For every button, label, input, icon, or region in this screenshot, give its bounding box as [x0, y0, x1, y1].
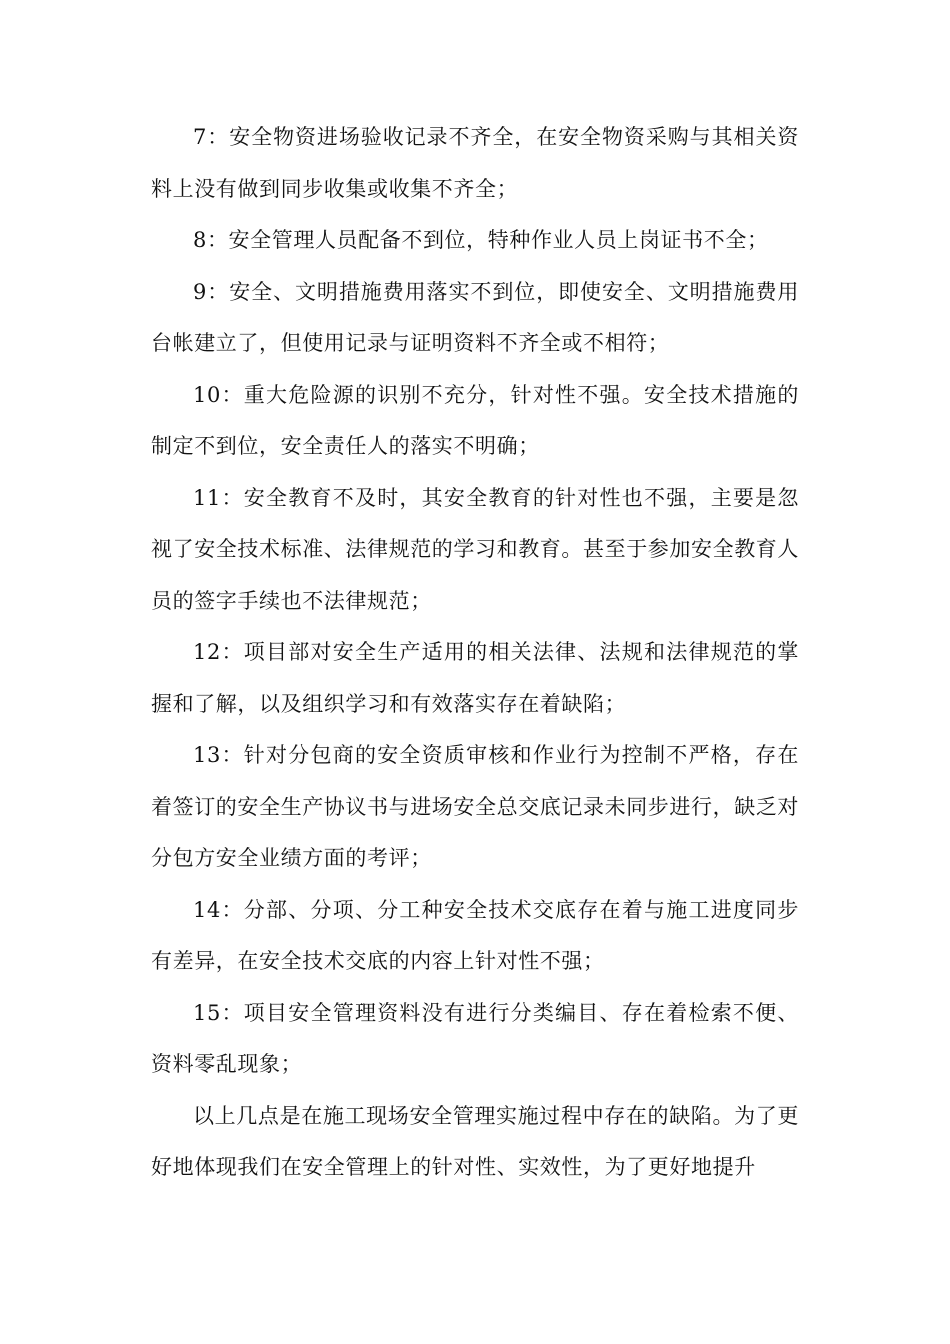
paragraph-item-13: 13：针对分包商的安全资质审核和作业行为控制不严格，存在着签订的安全生产协议书与进场安全总交底记录未同步进行，缺乏对分包方安全业绩方面的考评；: [151, 743, 799, 870]
paragraph-summary: 以上几点是在施工现场安全管理实施过程中存在的缺陷。为了更好地体现我们在安全管理上的针对性、实效性，为了更好地提升: [151, 1103, 799, 1179]
document-body: [151, 112, 799, 1194]
paragraph-item-9: 9：安全、文明措施费用落实不到位，即使安全、文明措施费用台帐建立了，但使用记录与证明资料不齐全或不相符；: [151, 279, 799, 355]
paragraph-item-10: 10：重大危险源的识别不充分，针对性不强。安全技术措施的制定不到位，安全责任人的落实不明确；: [151, 382, 799, 458]
paragraph-item-14: 14：分部、分项、分工种安全技术交底存在着与施工进度同步有差异，在安全技术交底的内容上针对性不强；: [151, 897, 799, 973]
paragraph-item-12: 12：项目部对安全生产适用的相关法律、法规和法律规范的掌握和了解，以及组织学习和有效落实存在着缺陷；: [151, 640, 799, 716]
paragraph-item-8: 8：安全管理人员配备不到位，特种作业人员上岗证书不全；: [193, 228, 769, 252]
paragraph-item-7: 7：安全物资进场验收记录不齐全，在安全物资采购与其相关资料上没有做到同步收集或收集不齐全；: [151, 125, 799, 201]
paragraph-item-15: 15：项目安全管理资料没有进行分类编目、存在着检索不便、资料零乱现象；: [151, 1000, 799, 1076]
paragraph-item-11: 11：安全教育不及时，其安全教育的针对性也不强，主要是忽视了安全技术标准、法律规范的学习和教育。甚至于参加安全教育人员的签字手续也不法律规范；: [151, 485, 799, 613]
